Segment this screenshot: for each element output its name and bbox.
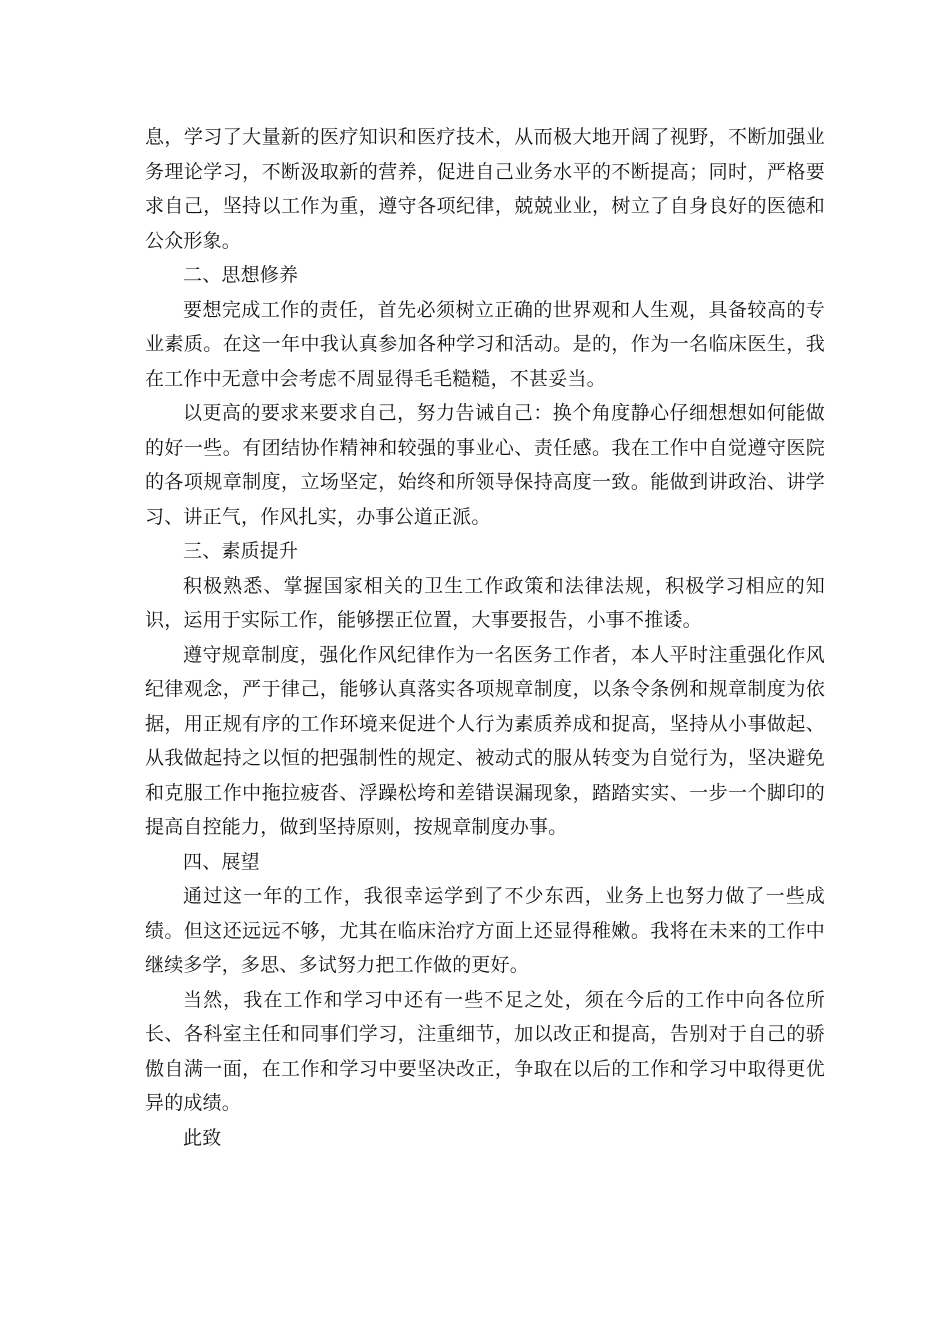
- section-heading-outlook: 四、展望: [183, 850, 260, 873]
- section-heading-ideology: 二、思想修养: [183, 264, 299, 286]
- section-heading-quality: 三、素质提升: [183, 540, 299, 562]
- paragraph: 积极熟悉、掌握国家相关的卫生工作政策和法律法规，积极学习相应的知识，运用于实际工作，能够摆正位置，大事要报告，小事不推诿。: [145, 574, 825, 631]
- paragraph: 以更高的要求来要求自己，努力告诫自己：换个角度静心仔细想想如何能做的好一些。有团结协作精神和较强的事业心、责任感。我在工作中自觉遵守医院的各项规章制度，立场坚定，始终和所领导保持高度一致。能做到讲政治、讲学习、讲正气，作风扎实，办事公道正派。: [145, 402, 825, 528]
- paragraph: 要想完成工作的责任，首先必须树立正确的世界观和人生观，具备较高的专业素质。在这一年中我认真参加各种学习和活动。是的，作为一名临床医生，我在工作中无意中会考虑不周显得毛毛糙糙，不甚妥当。: [145, 298, 825, 390]
- document-page: [145, 120, 825, 1155]
- closing-salutation: 此致: [183, 1126, 222, 1149]
- paragraph: 遵守规章制度，强化作风纪律作为一名医务工作者，本人平时注重强化作风纪律观念，严于律己，能够认真落实各项规章制度，以条令条例和规章制度为依据，用正规有序的工作环境来促进个人行为素质养成和捉高，坚持从小事做起、从我做起持之以恒的把强制性的规定、被动式的服从转变为自觉行为，坚决避免和克服工作中拖拉疲沓、浮躁松垮和差错误漏现象，踏踏实实、一步一个脚印的提高自控能力，做到坚持原则，按规章制度办事。: [145, 643, 825, 838]
- paragraph: 通过这一年的工作，我很幸运学到了不少东西，业务上也努力做了一些成绩。但这还远远不够，尤其在临床治疗方面上还显得稚嫩。我将在未来的工作中继续多学，多思、多试努力把工作做的更好。: [145, 885, 825, 976]
- paragraph-continuation: 息，学习了大量新的医疗知识和医疗技术，从而极大地开阔了视野，不断加强业务理论学习，不断汲取新的营养，促进自己业务水平的不断提高；同时，严格要求自己，坚持以工作为重，遵守各项纪律，兢兢业业，树立了自身良好的医德和公众形象。: [145, 126, 825, 252]
- paragraph: 当然，我在工作和学习中还有一些不足之处，须在今后的工作中向各位所长、各科室主任和同事们学习，注重细节，加以改正和提高，告别对于自己的骄傲自满一面，在工作和学习中要坚决改正，争取在以后的工作和学习中取得更优异的成绩。: [145, 988, 825, 1114]
